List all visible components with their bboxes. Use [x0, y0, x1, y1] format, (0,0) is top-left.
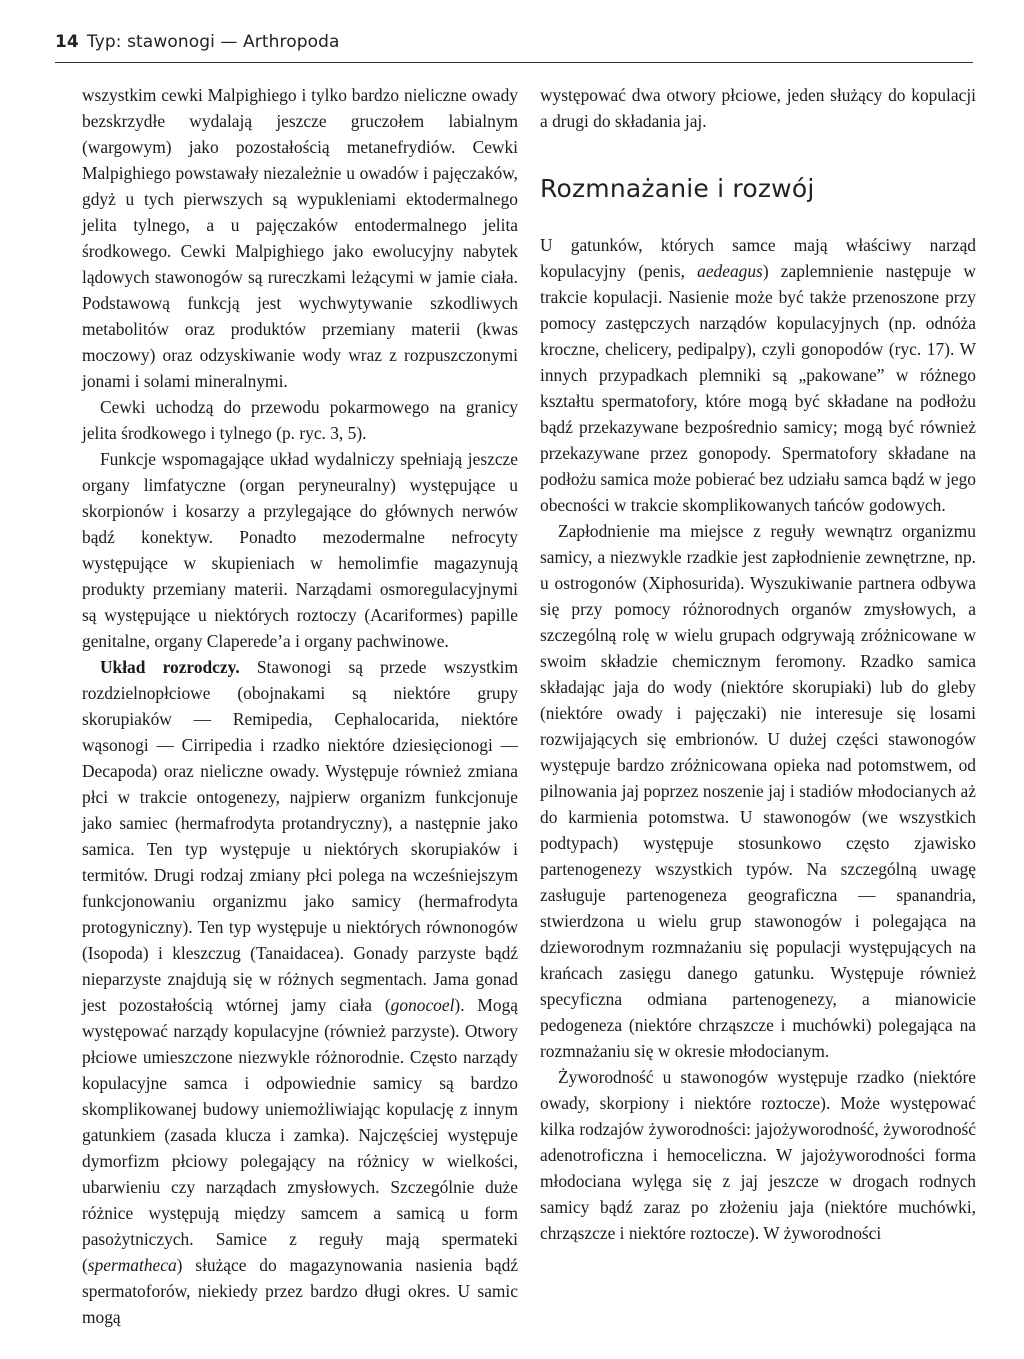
paragraph-copulation [540, 232, 976, 518]
run-in-heading-reproductive: Układ rozrodczy. [100, 657, 240, 677]
paragraph-genital-openings: występować dwa otwory płciowe, jeden służący do kopulacji a drugi do składania jaj. [540, 85, 976, 131]
paragraph-reproductive-system [82, 654, 518, 1330]
running-head [55, 32, 340, 52]
text-segment: ) służące do magazynowania nasienia bądź spermatoforów, niekiedy przez bardzo długi okres. U samic mogą [82, 1255, 518, 1327]
section-heading-reproduction: Rozmnażanie i rozwój [540, 174, 815, 203]
text-segment: ) zaplemnienie następuje w trakcie kopulacji. Nasienie może być także przenoszone przy pomocy zastępczych narządów kopulacyjnych (np. odnóża kroczne, chelicery, pedipalpy), czyli gonopodów (ryc. 17). W innych przypadkach plemniki są „pakowane” w różnego kształtu spermatofory, które mogą być składane na podłożu bądź przekazywane bezpośrednio samicy; mogą być również przekazywane przez gonopody. Spermatofory składane na podłożu samica może pobierać bez udziału samca bądź w jego obecności w trakcie skomplikowanych tańców godowych. [540, 261, 976, 515]
latin-term-aedeagus: aedeagus [697, 261, 763, 281]
latin-term-spermatheca: spermatheca [87, 1255, 177, 1275]
latin-term-gonocoel: gonocoel [390, 995, 455, 1015]
paragraph-fertilization: Zapłodnienie ma miejsce z reguły wewnątrz organizmu samicy, a niezwykle rzadkie jest zapłodnienie zewnętrzne, np. u ostrogonów (Xiphosurida). Wyszukiwanie partnera odbywa się przy pomocy różnorodnych organów zmysłowych, a szczególną rolę w wielu grupach odgrywają zróżnicowane w swoim składzie chemicznym feromony. Rzadko samica składając jaja do wody (niektóre skorupiaki) lub do gleby (niektóre owady i pajęczaki) nie interesuje się losami rozwijających się embrionów. U dużej części stawonogów występuje bardzo zróżnicowana opieka nad potomstwem, od pilnowania jaj poprzez noszenie jaj i stadiów młodocianych aż do karmienia potomstwa. U stawonogów (we wszystkich podtypach) występuje stosunkowo często zjawisko partenogenezy wszystkich typów. Na szczególną uwagę zasługuje partenogeneza geograficzna — spanandria, stwierdzona u wielu grup stawonogów i polegająca na dzieworodnym rozmnażaniu się populacji występujących na krańcach zasięgu danego gatunku. Występuje również specyficzna odmiana partenogenezy, a mianowicie pedogeneza (niektóre chrząszcze i muchówki) polegająca na rozmnażaniu się w okresie młodocianym. [540, 521, 976, 1061]
paragraph-viviparity: Żyworodność u stawonogów występuje rzadko (niektóre owady, skorpiony i niektóre roztocze). Może występować kilka rodzajów żyworodności: jajożyworodność, żyworodność adenotroficzna i hemoceliczna. W jajożyworodności forma młodociana wylęga się z jaj jeszcze w drogach rodnych samicy bądź zaraz po złożeniu jaja (niektóre muchówki, chrząszcze i niektóre roztocze). W żyworodności [540, 1067, 976, 1243]
text-segment: U gatunków, których samce mają właściwy narząd kopulacyjny (penis, [540, 235, 976, 281]
paragraph-malpighian-continued: wszystkim cewki Malpighiego i tylko bardzo nieliczne owady bezskrzydłe wydalają jeszcze gruczołem labialnym (wargowym) jako pozostałością metanefrydiów. Cewki Malpighiego powstawały niezależnie u owadów i pajęczaków, gdyż u tych pierwszych są wypukleniami ektodermalnego jelita tylnego, a u pajęczaków entodermalnego jelita środkowego. Cewki Malpighiego jako ewolucyjny nabytek lądowych stawonogów są rureczkami leżącymi w jamie ciała. Podstawową funkcją jest wychwytywanie szkodliwych metabolitów oraz produktów przemiany materii (kwas moczowy) oraz odzyskiwanie wody wraz z rozpuszczonymi jonami i solami mineralnymi. [82, 85, 518, 391]
text-segment: ). Mogą występować narządy kopulacyjne (również parzyste). Otwory płciowe umieszczone niezwykle różnorodnie. Często narządy kopulacyjne samca i odpowiednie samicy są bardzo skomplikowanej budowy uniemożliwiając kopulację z innym gatunkiem (zasada klucza i zamka). Najczęściej występuje dymorfizm płciowy polegający na różnicy w wielkości, ubarwieniu czy narządach zmysłowych. Szczególnie duże różnice występują między samcem a samicą u form pasożytniczych. Samice z reguły mają spermateki ( [82, 995, 518, 1275]
text-segment: Stawonogi są przede wszystkim rozdzielnopłciowe (obojnakami są niektóre grupy skorupiaków — Remipedia, Cephalocarida, niektóre wąsonogi — Cirripedia i rzadko niektóre dziesięcionogi — Decapoda) oraz nieliczne owady. Występuje również zmiana płci w trakcie ontogenezy, najpierw organizm funkcjonuje jako samiec (hermafrodyta protandryczny), a następnie jako samica. Ten typ występuje u niektórych skorupiaków i termitów. Drugi rodzaj zmiany płci polega na wcześniejszym funkcjonowaniu organizmu jako samicy (hermafrodyta protogyniczny). Ten typ występuje u niektórych równonogów (Isopoda) i kleszczug (Tanaidacea). Gonady parzyste bądź nieparzyste znajdują się w różnych segmentach. Jama gonad jest pozostałością wtórnej jamy ciała ( [82, 657, 518, 1015]
page-number: 14 [55, 32, 79, 52]
paragraph-auxiliary-excretion: Funkcje wspomagające układ wydalniczy spełniają jeszcze organy limfatyczne (organ peryneuralny) występujące u skorpionów i kosarzy a przylegające do głównych nerwów bądź konektyw. Ponadto mezodermalne nefrocyty występujące w skupieniach w hemolimfie magazynują produkty przemiany materii. Narządami osmoregulacyjnymi są występujące u niektórych roztoczy (Acariformes) papille genitalne, organy Claperede’a i organy pachwinowe. [82, 449, 518, 651]
running-title: Typ: stawonogi — Arthropoda [86, 32, 340, 52]
header-rule [55, 62, 973, 63]
paragraph-tubules-outlet: Cewki uchodzą do przewodu pokarmowego na granicy jelita środkowego i tylnego (p. ryc. 3, 5). [82, 397, 518, 443]
right-column [540, 82, 976, 1246]
left-column [82, 82, 518, 1330]
